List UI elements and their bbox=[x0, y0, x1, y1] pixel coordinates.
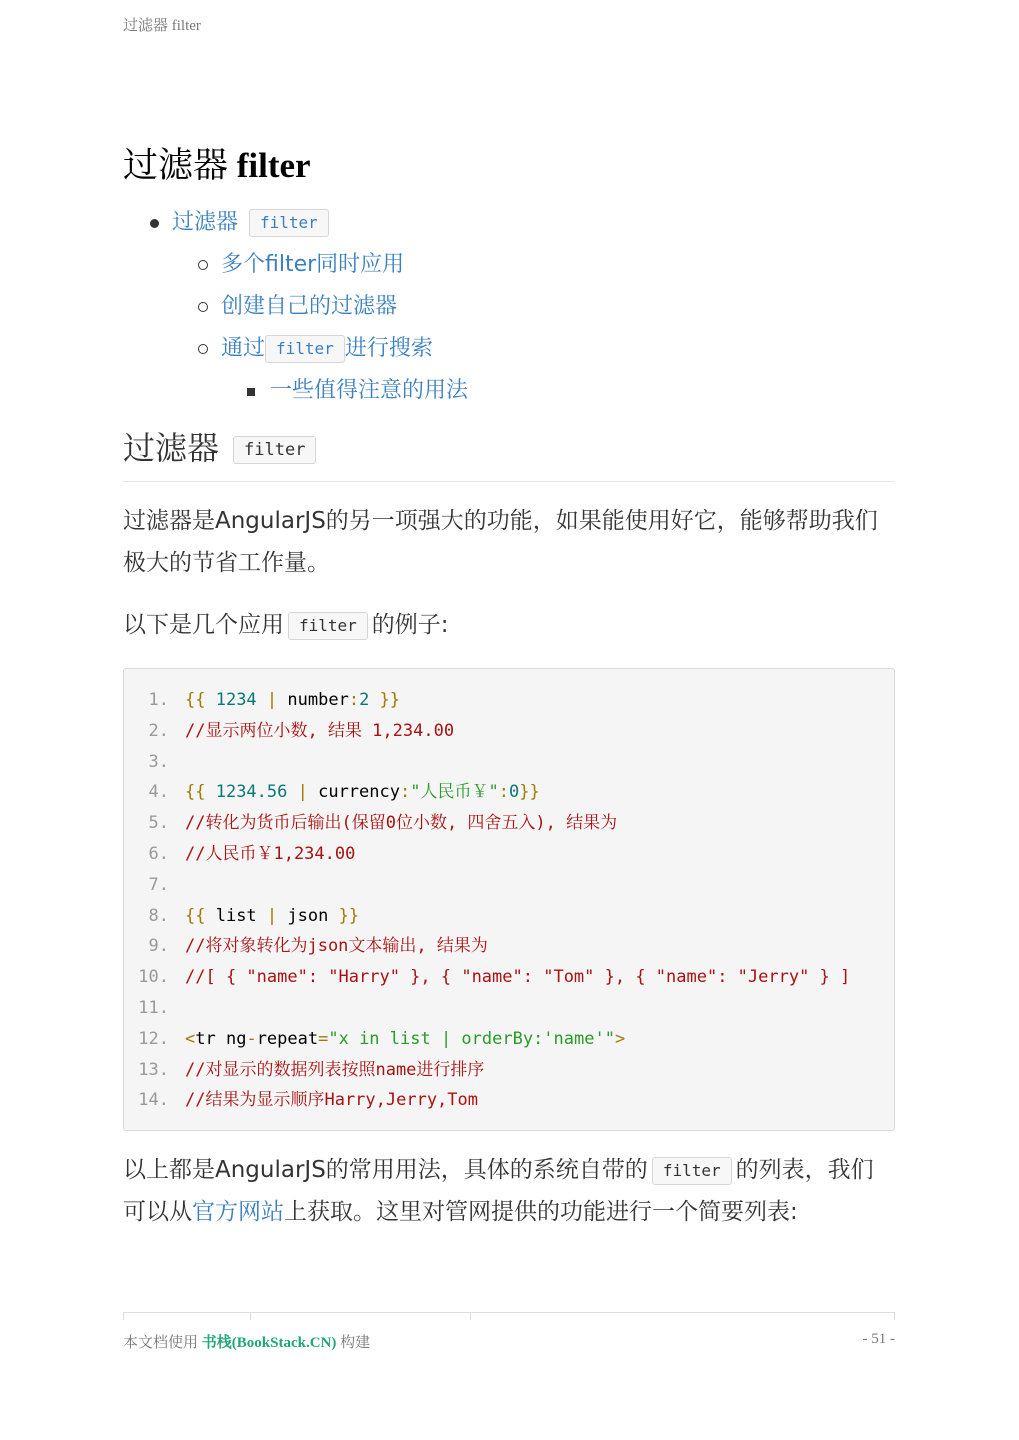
code-token: > bbox=[614, 1028, 626, 1049]
table-border bbox=[123, 1313, 124, 1320]
code-token: - bbox=[246, 1028, 257, 1049]
code-token: | bbox=[256, 905, 288, 926]
code-comment: //对显示的数据列表按照name进行排序 bbox=[185, 1059, 485, 1080]
line-number: 1. bbox=[148, 690, 169, 710]
toc-item-custom-filter[interactable] bbox=[123, 286, 895, 328]
table-of-contents bbox=[123, 202, 895, 412]
toc-link-custom-filter[interactable]: 创建自己的过滤器 bbox=[221, 294, 398, 319]
code-line bbox=[124, 777, 894, 808]
closing-paragraph bbox=[123, 1149, 895, 1233]
code-token: 0 bbox=[508, 782, 520, 803]
code-token: {{ bbox=[185, 782, 216, 803]
disc-bullet-icon bbox=[150, 219, 159, 228]
code-token: 2 bbox=[359, 690, 370, 710]
examples-intro bbox=[123, 604, 895, 646]
code-token: | bbox=[256, 690, 288, 710]
page-number: - 51 - bbox=[862, 1331, 895, 1347]
code-token: = bbox=[318, 1028, 329, 1049]
examples-intro-code: filter bbox=[288, 612, 368, 640]
table-column-divider bbox=[250, 1313, 251, 1320]
code-comment: //结果为显示顺序Harry,Jerry,Tom bbox=[185, 1090, 478, 1111]
line-number: 13. bbox=[138, 1059, 169, 1080]
code-line bbox=[124, 685, 894, 716]
code-comment: //显示两位小数, 结果 1,234.00 bbox=[185, 720, 455, 741]
toc-item-multiple-filters[interactable] bbox=[123, 244, 895, 286]
code-token: : bbox=[348, 690, 360, 710]
table-border bbox=[894, 1313, 895, 1320]
intro-paragraph: 过滤器是AngularJS的另一项强大的功能，如果能使用好它，能够帮助我们极大的节省工作量。 bbox=[123, 508, 878, 576]
code-comment: //转化为货币后输出(保留0位小数, 四舍五入), 结果为 bbox=[185, 813, 618, 834]
code-token: tr ng bbox=[195, 1028, 247, 1049]
toc-link-search-code[interactable]: filter bbox=[265, 335, 345, 363]
toc-link-search-pre[interactable]: 通过 bbox=[221, 336, 266, 361]
footer-text-post: 构建 bbox=[336, 1335, 371, 1351]
code-line bbox=[124, 1055, 894, 1086]
code-token: {{ bbox=[185, 690, 216, 710]
code-token: }} bbox=[519, 782, 540, 803]
line-number: 3. bbox=[148, 751, 169, 772]
toc-link-search-post[interactable]: 进行搜索 bbox=[344, 336, 433, 361]
code-comment: //人民币￥1,234.00 bbox=[185, 843, 356, 864]
examples-intro-pre: 以下是几个应用 bbox=[123, 612, 284, 638]
code-line bbox=[124, 962, 894, 993]
circle-bullet-icon bbox=[198, 344, 208, 354]
code-token: }} bbox=[328, 905, 360, 926]
code-token: {{ bbox=[185, 905, 216, 926]
toc-link-filter-code[interactable]: filter bbox=[249, 209, 329, 237]
page-footer bbox=[123, 1331, 895, 1352]
code-line bbox=[124, 1024, 894, 1055]
code-token: currency bbox=[318, 782, 400, 803]
table-column-divider bbox=[470, 1313, 471, 1320]
circle-bullet-icon bbox=[198, 302, 208, 312]
code-line bbox=[124, 931, 894, 962]
code-line bbox=[124, 808, 894, 839]
line-number: 5. bbox=[148, 813, 169, 834]
code-block bbox=[123, 668, 895, 1131]
line-number: 14. bbox=[138, 1090, 169, 1111]
line-number: 8. bbox=[148, 905, 169, 926]
code-token: repeat bbox=[256, 1028, 319, 1049]
line-number: 7. bbox=[148, 874, 169, 895]
toc-link-notable-usage[interactable]: 一些值得注意的用法 bbox=[270, 378, 469, 403]
closing-post: 上获取。这里对管网提供的功能进行一个简要列表: bbox=[284, 1199, 798, 1226]
toc-item-search-filter[interactable] bbox=[123, 328, 895, 370]
page-content bbox=[123, 140, 895, 1233]
line-number: 10. bbox=[138, 967, 169, 988]
line-number: 11. bbox=[138, 997, 169, 1018]
code-line bbox=[124, 870, 894, 901]
code-token: "人民币￥" bbox=[410, 782, 499, 803]
code-token: 1234.56 bbox=[215, 782, 288, 803]
closing-mid: 的列表，我们可以从 bbox=[123, 1157, 874, 1226]
footer-brand: 书栈(BookStack.CN) bbox=[201, 1335, 337, 1351]
table-top-edge bbox=[123, 1312, 895, 1320]
code-line bbox=[124, 747, 894, 778]
code-comment: //将对象转化为json文本输出, 结果为 bbox=[185, 936, 488, 957]
closing-pre: 以上都是AngularJS的常用用法，具体的系统自带的 bbox=[123, 1157, 648, 1184]
page-title bbox=[123, 140, 895, 192]
running-header: 过滤器 filter bbox=[123, 18, 201, 34]
toc-link-filter[interactable]: 过滤器 bbox=[172, 210, 239, 235]
line-number: 9. bbox=[148, 936, 169, 957]
section-heading bbox=[123, 426, 895, 482]
circle-bullet-icon bbox=[198, 260, 208, 270]
code-token: json bbox=[287, 905, 329, 926]
code-token: list bbox=[215, 905, 257, 926]
code-line bbox=[124, 839, 894, 870]
code-token: }} bbox=[369, 690, 401, 710]
code-line bbox=[124, 993, 894, 1024]
line-number: 4. bbox=[148, 782, 169, 803]
examples-intro-post: 的例子: bbox=[371, 612, 449, 638]
code-line bbox=[124, 1085, 894, 1116]
code-token: < bbox=[185, 1028, 196, 1049]
section-heading-code: filter bbox=[233, 436, 316, 464]
code-comment: //[ { "name": "Harry" }, { "name": "Tom" }, { "name": "Jerry" } ] bbox=[185, 967, 851, 988]
closing-code: filter bbox=[652, 1157, 732, 1185]
toc-item-filter[interactable] bbox=[123, 202, 895, 244]
line-number: 6. bbox=[148, 843, 169, 864]
toc-link-multiple-filters[interactable]: 多个filter同时应用 bbox=[221, 252, 405, 277]
footer-text-pre: 本文档使用 bbox=[123, 1335, 202, 1351]
page-title-en: filter bbox=[236, 146, 311, 185]
square-bullet-icon bbox=[247, 388, 255, 396]
line-number: 2. bbox=[148, 720, 169, 741]
official-site-link[interactable]: 官方网站 bbox=[192, 1199, 284, 1226]
code-token: "x in list | orderBy:'name'" bbox=[328, 1028, 615, 1049]
line-number: 12. bbox=[138, 1028, 169, 1049]
code-line bbox=[124, 716, 894, 747]
toc-item-notable-usage[interactable] bbox=[123, 370, 895, 412]
code-token: : bbox=[498, 782, 509, 803]
page-title-zh: 过滤器 bbox=[123, 146, 237, 185]
code-token: number bbox=[287, 690, 349, 710]
code-token: : bbox=[399, 782, 411, 803]
code-token: 1234 bbox=[215, 690, 257, 710]
code-token: | bbox=[287, 782, 319, 803]
code-line bbox=[124, 901, 894, 932]
section-heading-text: 过滤器 bbox=[123, 429, 220, 467]
